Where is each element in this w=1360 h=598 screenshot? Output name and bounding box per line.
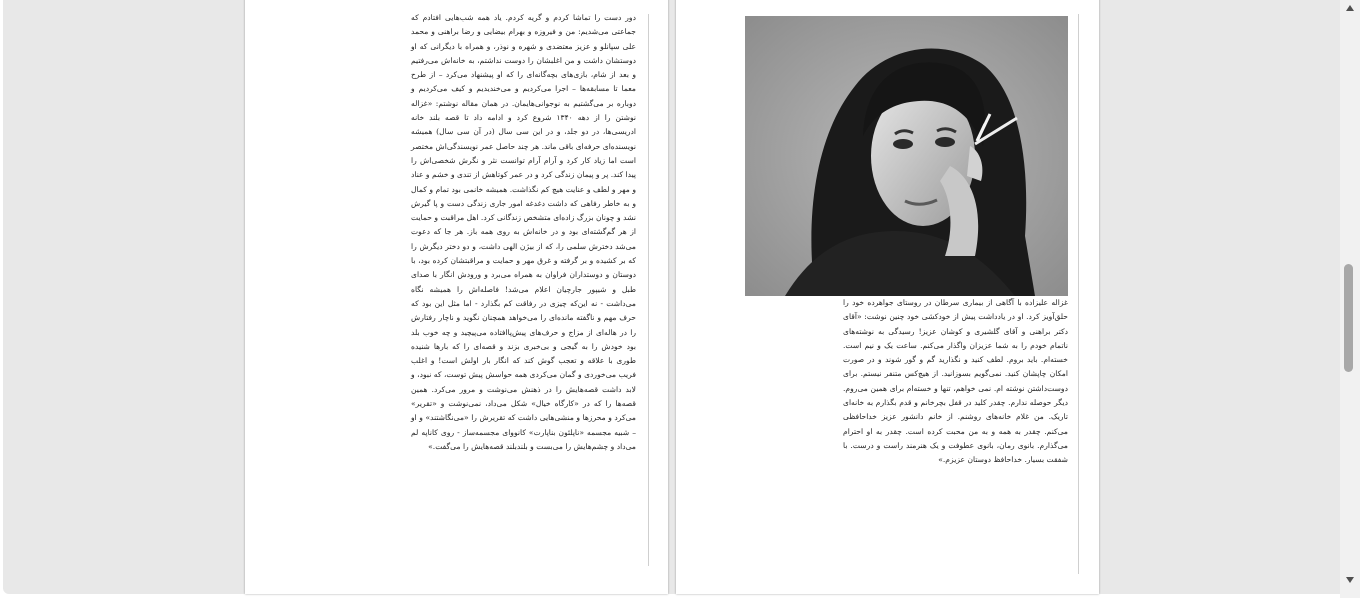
column-rule (648, 14, 649, 566)
page-left-text: دور دست را تماشا کردم و گریه کردم. یاد همه شب‌هایی افتادم که جماعتی می‌شدیم: من و فیروزه و بهرام بیضایی و رضا براهنی و محمد علی سپانلو و عزیز معتضدی و شهره و نوذر، و همراه با دیگرانی که او دوستشان داشت و من اغلبشان را دوست نداشتم، به خانه‌اش می‌رفتیم و بعد از شام، بازی‌های بچه‌گانه‌ای را که او پیشنهاد می‌کرد – از طرح معما تا مسابقه‌ها – اجرا می‌کردیم و می‌خندیدیم و کیف می‌کردیم و دوباره بر می‌گشتیم به نوجوانی‌هایمان. در همان مقاله نوشتم: «غزاله نوشتن را از دهه ۱۳۴۰ شروع کرد و ادامه داد تا قصه بلند خانه ادریسی‌ها، در دو جلد، و در این سی سال (در آن سی سال) همیشه نویسنده‌ای حرفه‌ای باقی ماند. هر چند حاصل عمر نویسندگی‌اش مختصر است اما زیاد کار کرد و آرام آرام توانست نثر و نگرش شخصی‌اش را پیدا کند. پر و پیمان زندگی کرد و در عمر کوتاهش از تندی و خشم و عناد و مهر و لطف و عنایت هیچ کم نگذاشت. همیشه خانمی بود تمام و کمال و به خاطر رفاهی که داشت دغدغه امور جاری زندگی دست و پا گیرش نشد و چونان بزرگ زاده‌ای متشخص زندگانی کرد. اهل مراقبت و حمایت از هر گم‌گشته‌ای بود و در خانه‌اش به روی همه باز. هر جا که دعوت می‌شد دخترش سلمی را، که از بیژن الهی داشت، و دو دختر دیگرش را که بر کشیده و بر گرفته و غرق مهر و حمایت و مراقبتشان کرده بود، با دوستان و دوستداران فراوان به همراه می‌برد و ورودش انگار با صدای طبل و شیپور جارچیان اعلام می‌شد! فاصله‌اش را همیشه نگاه می‌داشت - نه این‌که چیزی در رفاقت کم بگذارد - اما مثل این بود که حرف مهم و ناگفته مانده‌ای را می‌خواهد همچنان نگوید و ناچار رفتارش را در هاله‌ای از مزاج و حرف‌های پیش‌پاافتاده می‌پیچید و چه خوب بلد بود خودش را به گیجی و بی‌خبری بزند و قصه‌ای را که بارها شنیده طوری با علاقه و تعجب گوش کند که انگار بار اولش است! و اغلب فریب می‌خوردی و گمان می‌کردی همه حواسش پیش توست، که نبود، و لابد داشت قصه‌هایش را در ذهنش می‌نوشت و مرور می‌کرد. همین قصه‌ها را که در «کارگاه خیال» شکل می‌داد، نمی‌نوشت و «تقریر» می‌کرد و محرزها و منشی‌هایی داشت که تقریرش را «می‌نگاشتند» و او – شبیه مجسمه «ناپلئون بناپارت» کانووای مجسمه‌ساز - روی کاناپه لم می‌داد و چشم‌هایش را می‌بست و بلندبلند قصه‌هایش را می‌گفت.» (411, 13, 636, 451)
page-right (676, 0, 1099, 594)
column-rule (1078, 14, 1079, 574)
scrollbar-thumb[interactable] (1344, 264, 1353, 372)
page-left (245, 0, 668, 594)
scroll-down-arrow-icon[interactable] (1342, 574, 1358, 586)
page-right-text: غزاله علیزاده با آگاهی از بیماری سرطان در روستای جواهرده خود را حلق‌آویز کرد. او در یادداشت پیش از خودکشی خود چنین نوشت: «آقای دکتر براهنی و آقای گلشیری و کوشان عزیز! رسیدگی به نوشته‌های ناتمام خودم را به شما عزیزان واگذار می‌کنم. ساعت یک و نیم است. خسته‌ام. باید بروم. لطف کنید و نگذارید گم و گور شوند و در صورت امکان چاپشان کنید. نمی‌گویم بسوزانید. از هیچ‌کس متنفر نیستم. برای دوست‌داشتن نوشته ام. نمی خواهم، تنها و خسته‌ام برای همین می‌روم. دیگر حوصله ندارم. چقدر کلید در قفل بچرخانم و قدم بگذارم به خانه‌ای تاریک. من غلام خانه‌های روشنم. از خانم دانشور عزیز خداحافظی می‌کنم. چقدر به همه و به من محبت کرده است. چقدر به او احترام می‌گذارم. بانوی رمان، بانوی عطوفت و یک هنرمند راست و درست. با شفقت بسیار. خداحافظ دوستان عزیزم.» (843, 298, 1068, 465)
author-portrait-photo (745, 16, 1068, 296)
document-viewer[interactable] (3, 0, 1340, 594)
scroll-up-arrow-icon[interactable] (1342, 2, 1358, 14)
